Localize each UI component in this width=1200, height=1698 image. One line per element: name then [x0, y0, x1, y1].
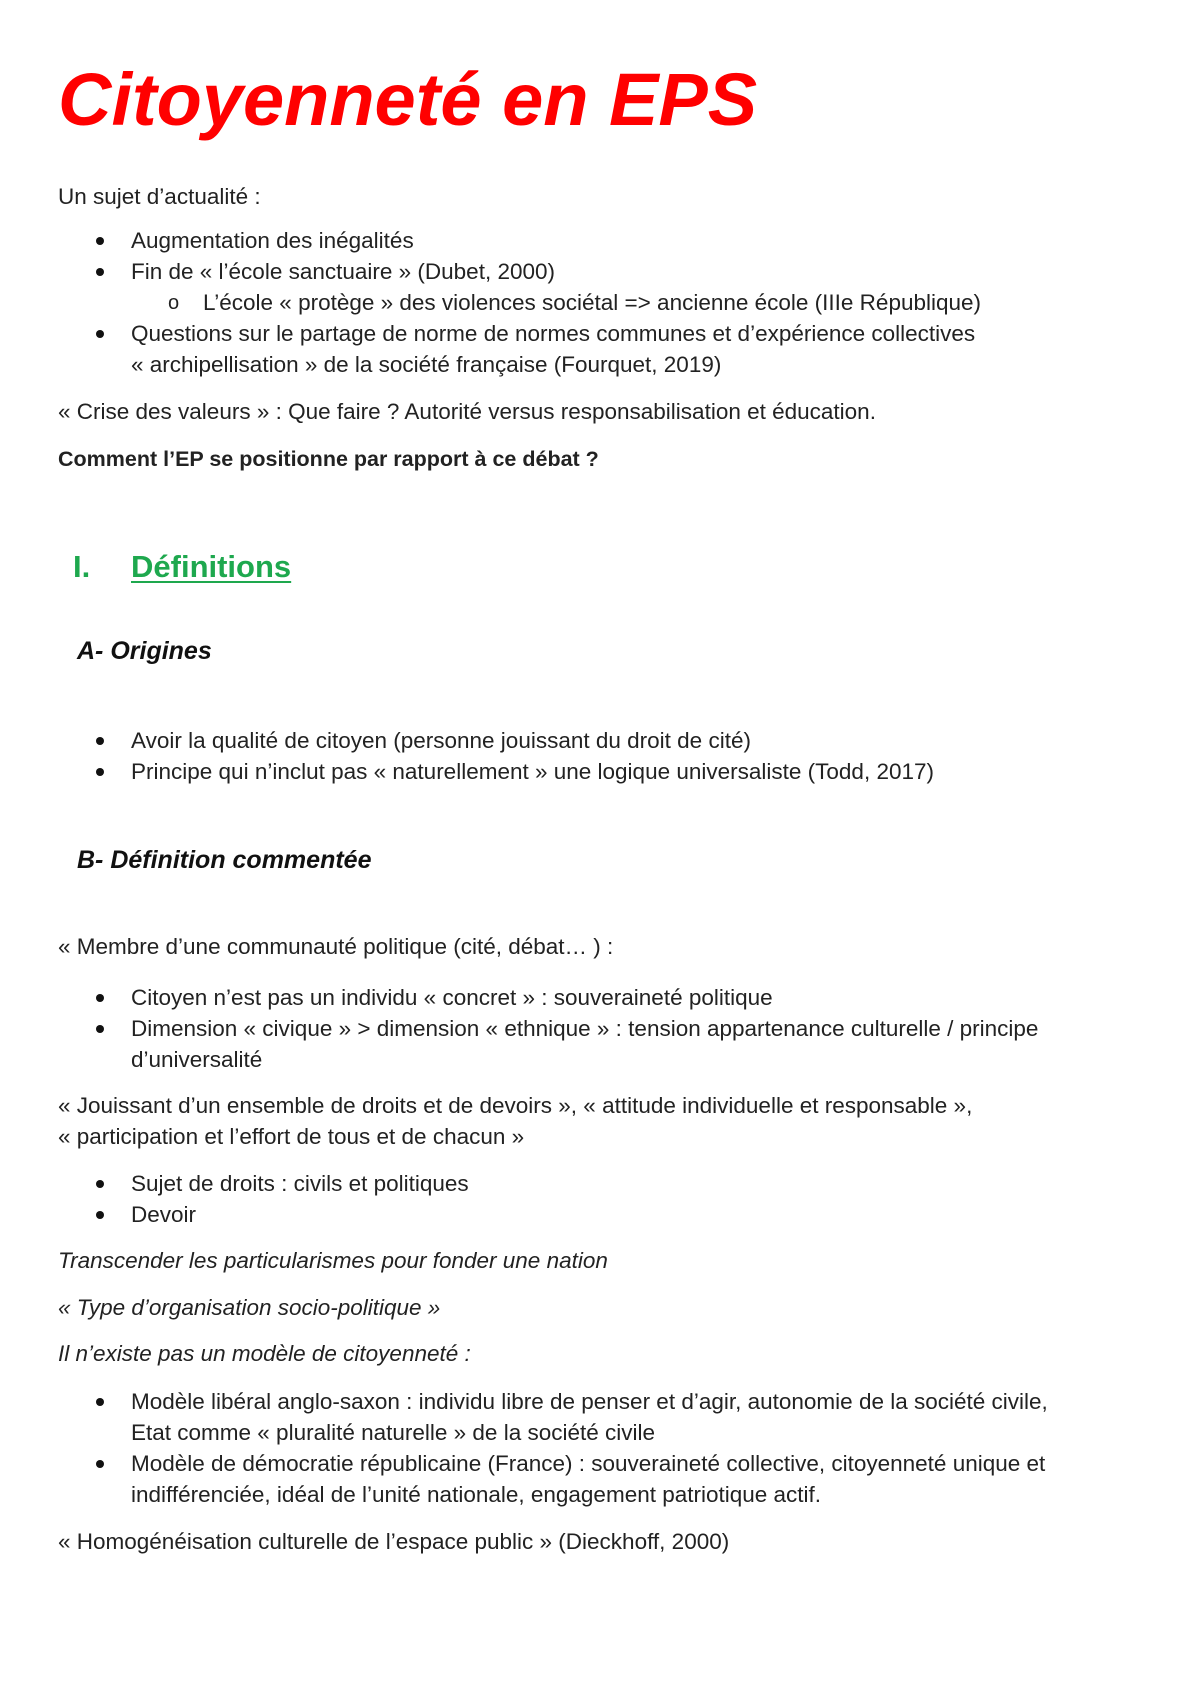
origines-bullet-2: Principe qui n’inclut pas « naturellement » une logique universaliste (Todd, 2017): [131, 759, 934, 784]
subsection-a-heading: A- Origines: [77, 637, 212, 665]
crise-paragraph: « Crise des valeurs » : Que faire ? Autorité versus responsabilisation et éducation.: [58, 399, 876, 424]
model-2-line2: indifférenciée, idéal de l’unité nationale, engagement patriotique actif.: [131, 1482, 822, 1507]
section-number: I.: [73, 549, 91, 584]
page-title: Citoyenneté en EPS: [58, 58, 758, 141]
definition-bullet-2: Dimension « civique » > dimension « ethnique » : tension appartenance culturelle / principe: [131, 1016, 1039, 1041]
section-heading: [73, 547, 292, 587]
key-question: Comment l’EP se positionne par rapport à ce débat ?: [58, 447, 599, 471]
bullet-dot: [96, 1460, 104, 1468]
model-1-line1: Modèle libéral anglo-saxon : individu libre de penser et d’agir, autonomie de la société civile,: [131, 1389, 1048, 1414]
bullet-dot: [96, 1398, 104, 1406]
italic-line-1: Transcender les particularismes pour fonder une nation: [58, 1248, 608, 1273]
bullet-dot: [96, 1180, 104, 1188]
definition-quote-1: « Membre d’une communauté politique (cité, débat… ) :: [58, 934, 614, 959]
bullet-dot: [96, 737, 104, 745]
intro-bullet-2: Fin de « l’école sanctuaire » (Dubet, 2000): [131, 259, 555, 284]
intro-lead: Un sujet d’actualité :: [58, 184, 261, 209]
italic-line-2: « Type d’organisation socio-politique »: [58, 1295, 441, 1320]
definition-bullet-1: Citoyen n’est pas un individu « concret » : souveraineté politique: [131, 985, 773, 1010]
section-label: Définitions: [131, 549, 292, 584]
bullet-dot: [96, 237, 104, 245]
intro-bullet-3-line2: « archipellisation » de la société française (Fourquet, 2019): [131, 352, 722, 377]
definition-quote-2-line1: « Jouissant d’un ensemble de droits et de devoirs », « attitude individuelle et responsable »,: [58, 1093, 973, 1118]
rights-bullet-2: Devoir: [131, 1202, 197, 1227]
rights-bullet-1: Sujet de droits : civils et politiques: [131, 1171, 469, 1196]
origines-bullet-1: Avoir la qualité de citoyen (personne jouissant du droit de cité): [131, 728, 751, 753]
bullet-dot: [96, 768, 104, 776]
bullet-dot: [96, 268, 104, 276]
intro-bullet-3-line1: Questions sur le partage de norme de normes communes et d’expérience collectives: [131, 321, 976, 346]
sub-bullet-marker: o: [168, 292, 180, 314]
definition-quote-2-line2: « participation et l’effort de tous et de chacun »: [58, 1124, 525, 1149]
bullet-dot: [96, 1211, 104, 1219]
bullet-dot: [96, 994, 104, 1002]
model-2-line1: Modèle de démocratie républicaine (France) : souveraineté collective, citoyenneté unique et: [131, 1451, 1046, 1476]
model-1-line2: Etat comme « pluralité naturelle » de la société civile: [131, 1420, 656, 1445]
bullet-dot: [96, 1025, 104, 1033]
intro-sub-bullet: L’école « protège » des violences sociétal => ancienne école (IIIe République): [203, 290, 982, 315]
definition-bullet-2-cont: d’universalité: [131, 1047, 263, 1072]
closing-quote: « Homogénéisation culturelle de l’espace public » (Dieckhoff, 2000): [58, 1529, 730, 1554]
intro-bullet-1: Augmentation des inégalités: [131, 228, 414, 253]
italic-line-3: Il n’existe pas un modèle de citoyenneté :: [58, 1341, 471, 1366]
subsection-b-heading: B- Définition commentée: [77, 846, 372, 874]
bullet-dot: [96, 330, 104, 338]
